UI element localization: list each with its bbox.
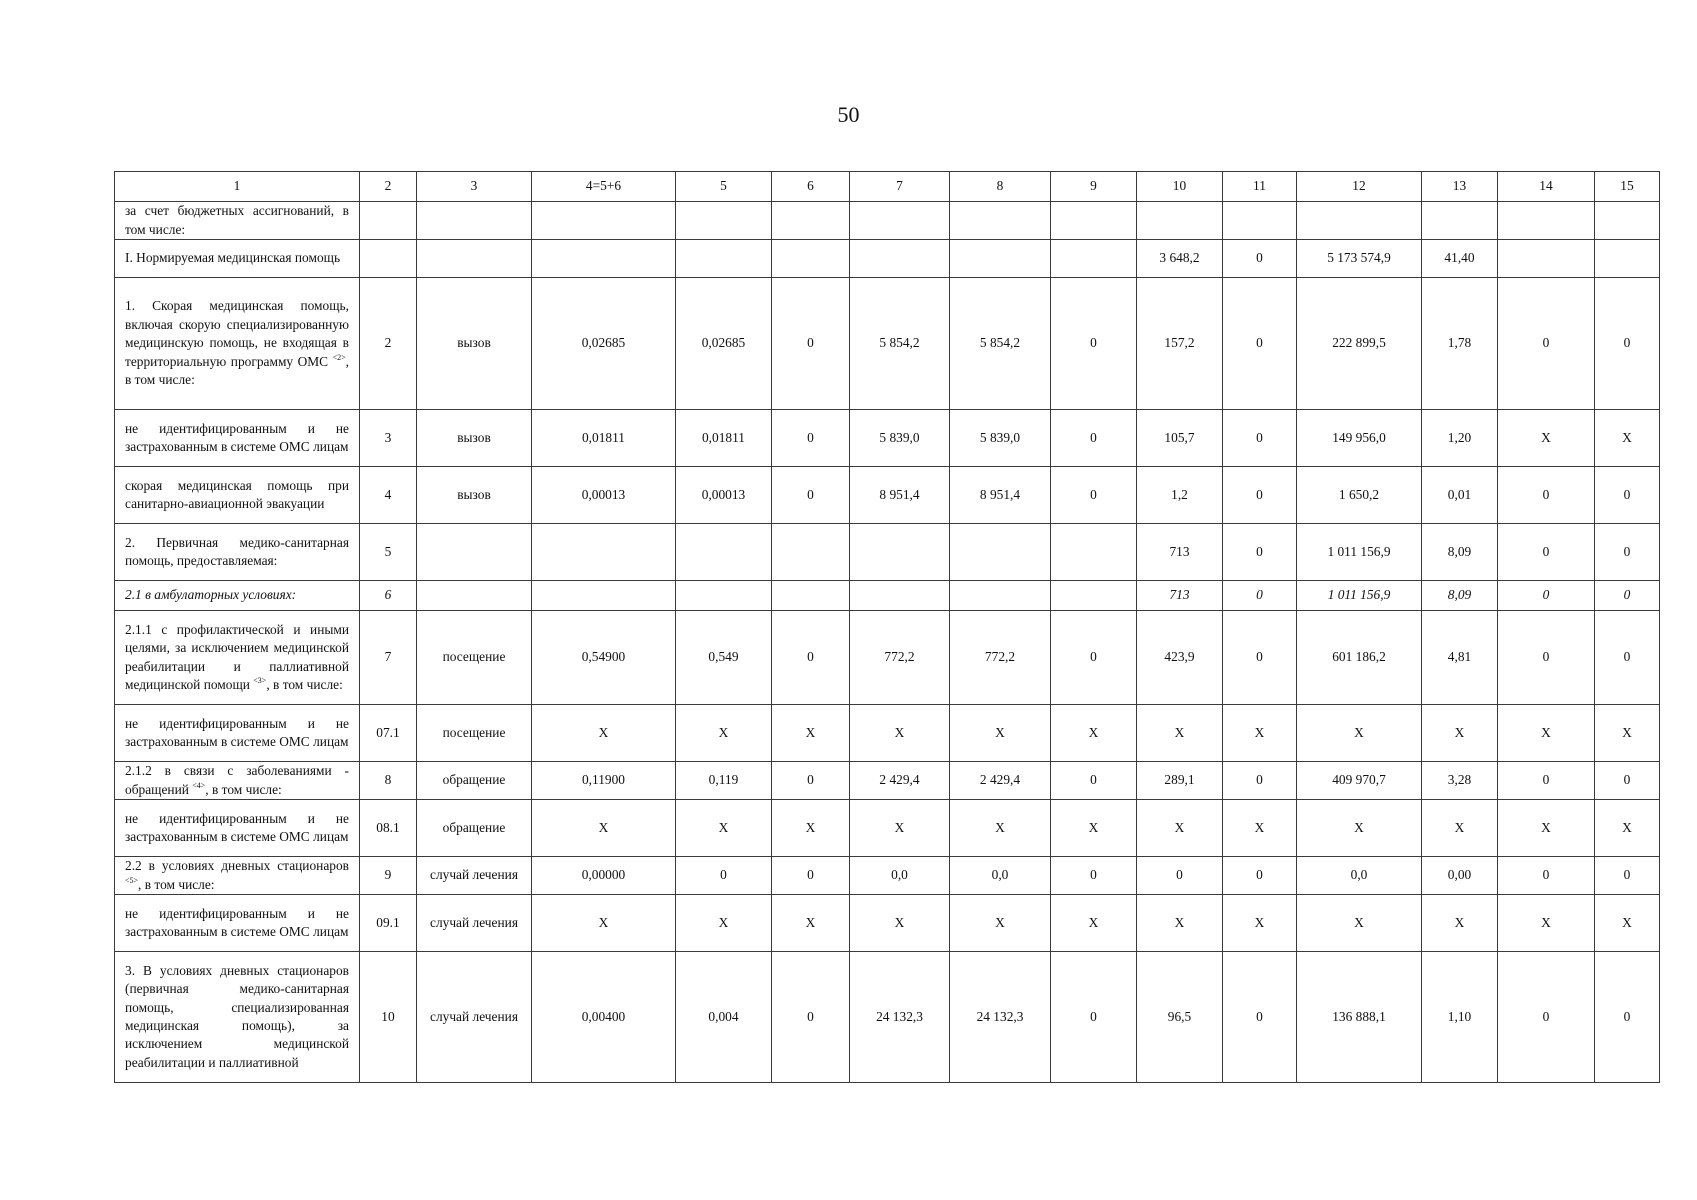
cell-col-12: Х xyxy=(1297,800,1422,857)
cell-col-4: 0,00000 xyxy=(532,857,676,895)
cell-col-15: 0 xyxy=(1595,278,1660,410)
cell-col-13: 4,81 xyxy=(1422,611,1498,705)
row-label-main: 3. В условиях дневных стационаров (первичная медико-санитарная помощь, специализированная медицинская помощь), за исключением медицинской реабилитации и паллиативной xyxy=(125,962,349,1070)
table-row xyxy=(115,524,1660,581)
cell-col-3: посещение xyxy=(417,611,532,705)
row-label-main: 2.1 в амбулаторных условиях: xyxy=(125,587,297,603)
row-label-tail: , в том числе: xyxy=(138,876,215,892)
cell-col-8: 772,2 xyxy=(950,611,1051,705)
cell-col-8 xyxy=(950,240,1051,278)
cell-col-13: 8,09 xyxy=(1422,524,1498,581)
cell-col-13: 1,78 xyxy=(1422,278,1498,410)
table-row xyxy=(115,202,1660,240)
row-label xyxy=(115,581,360,611)
table-row xyxy=(115,705,1660,762)
cell-col-5: 0,119 xyxy=(676,762,772,800)
cell-col-2 xyxy=(360,240,417,278)
row-label xyxy=(115,202,360,240)
cell-col-9: Х xyxy=(1051,895,1137,952)
row-label xyxy=(115,895,360,952)
cell-col-2 xyxy=(360,202,417,240)
cell-col-11: 0 xyxy=(1223,240,1297,278)
cell-col-9: 0 xyxy=(1051,762,1137,800)
row-label-main: за счет бюджетных ассигнований, в том числе: xyxy=(125,203,349,237)
row-label-text xyxy=(125,810,349,847)
cell-col-3: обращение xyxy=(417,800,532,857)
row-label-text xyxy=(125,420,349,457)
cell-col-4: 0,02685 xyxy=(532,278,676,410)
row-label-main: 2.1.2 в связи с заболеваниями - обращений xyxy=(125,763,349,797)
table-row xyxy=(115,611,1660,705)
footnote-ref: <5> xyxy=(125,875,139,885)
cell-col-15: 0 xyxy=(1595,467,1660,524)
cell-col-9: 0 xyxy=(1051,410,1137,467)
row-label-tail: , в том числе: xyxy=(125,353,349,388)
cell-col-11: 0 xyxy=(1223,611,1297,705)
cell-col-15: Х xyxy=(1595,705,1660,762)
row-label-tail: , в том числе: xyxy=(266,676,343,692)
cell-col-6 xyxy=(772,581,850,611)
cell-col-4: 0,01811 xyxy=(532,410,676,467)
cell-col-10: 96,5 xyxy=(1137,952,1223,1083)
cell-col-9: Х xyxy=(1051,705,1137,762)
cell-col-15: 0 xyxy=(1595,952,1660,1083)
column-header-9: 9 xyxy=(1051,172,1137,202)
cell-col-5: 0,02685 xyxy=(676,278,772,410)
column-header-8: 8 xyxy=(950,172,1051,202)
cell-col-10: Х xyxy=(1137,800,1223,857)
cell-col-5: 0,00013 xyxy=(676,467,772,524)
cell-col-6: 0 xyxy=(772,611,850,705)
row-label-tail: , в том числе: xyxy=(205,781,282,797)
cell-col-7: 2 429,4 xyxy=(850,762,950,800)
column-header-15: 15 xyxy=(1595,172,1660,202)
cell-col-7: Х xyxy=(850,800,950,857)
cell-col-13: 3,28 xyxy=(1422,762,1498,800)
row-label-main: не идентифицированным и не застрахованным в системе ОМС лицам xyxy=(125,905,349,939)
row-label-main: не идентифицированным и не застрахованным в системе ОМС лицам xyxy=(125,715,349,749)
row-label xyxy=(115,857,360,895)
cell-col-5: Х xyxy=(676,800,772,857)
cell-col-3: случай лечения xyxy=(417,895,532,952)
table-row xyxy=(115,895,1660,952)
cell-col-2: 9 xyxy=(360,857,417,895)
row-label xyxy=(115,410,360,467)
header-row xyxy=(115,172,1660,202)
cell-col-4: 0,54900 xyxy=(532,611,676,705)
cell-col-7 xyxy=(850,202,950,240)
cell-col-2: 08.1 xyxy=(360,800,417,857)
cell-col-3: вызов xyxy=(417,467,532,524)
row-label-text xyxy=(125,857,349,894)
cell-col-10: 289,1 xyxy=(1137,762,1223,800)
cell-col-3 xyxy=(417,202,532,240)
cell-col-2: 4 xyxy=(360,467,417,524)
cell-col-4: Х xyxy=(532,705,676,762)
column-header-1: 1 xyxy=(115,172,360,202)
cell-col-9: 0 xyxy=(1051,467,1137,524)
cell-col-9: 0 xyxy=(1051,278,1137,410)
cell-col-12: Х xyxy=(1297,705,1422,762)
cell-col-15: Х xyxy=(1595,895,1660,952)
cell-col-13: Х xyxy=(1422,705,1498,762)
cell-col-10 xyxy=(1137,202,1223,240)
cell-col-6: 0 xyxy=(772,952,850,1083)
row-label-text xyxy=(125,762,349,799)
cell-col-8: 8 951,4 xyxy=(950,467,1051,524)
cell-col-3: случай лечения xyxy=(417,952,532,1083)
cell-col-7: 8 951,4 xyxy=(850,467,950,524)
cell-col-7: 0,0 xyxy=(850,857,950,895)
cell-col-4: 0,11900 xyxy=(532,762,676,800)
cell-col-5: Х xyxy=(676,895,772,952)
cell-col-10: 105,7 xyxy=(1137,410,1223,467)
cell-col-11 xyxy=(1223,202,1297,240)
cell-col-13: 8,09 xyxy=(1422,581,1498,611)
cell-col-11: Х xyxy=(1223,895,1297,952)
column-header-7: 7 xyxy=(850,172,950,202)
cell-col-10: 713 xyxy=(1137,524,1223,581)
cell-col-7 xyxy=(850,524,950,581)
row-label-text xyxy=(125,297,349,389)
cell-col-11: 0 xyxy=(1223,278,1297,410)
cell-col-13: Х xyxy=(1422,895,1498,952)
cell-col-5: 0,01811 xyxy=(676,410,772,467)
row-label-main: не идентифицированным и не застрахованным в системе ОМС лицам xyxy=(125,420,349,454)
cell-col-14 xyxy=(1498,202,1595,240)
cell-col-4 xyxy=(532,524,676,581)
cell-col-10: 423,9 xyxy=(1137,611,1223,705)
cell-col-8: Х xyxy=(950,705,1051,762)
cell-col-8 xyxy=(950,581,1051,611)
cell-col-6: 0 xyxy=(772,278,850,410)
row-label-text xyxy=(125,202,349,239)
cell-col-10: 1,2 xyxy=(1137,467,1223,524)
cell-col-12: 5 173 574,9 xyxy=(1297,240,1422,278)
cell-col-11: 0 xyxy=(1223,410,1297,467)
cell-col-12: 136 888,1 xyxy=(1297,952,1422,1083)
row-label xyxy=(115,952,360,1083)
cell-col-15: 0 xyxy=(1595,762,1660,800)
cell-col-8 xyxy=(950,202,1051,240)
cell-col-4 xyxy=(532,581,676,611)
cell-col-6: Х xyxy=(772,895,850,952)
cell-col-15: 0 xyxy=(1595,524,1660,581)
cell-col-13: 1,20 xyxy=(1422,410,1498,467)
cell-col-2: 6 xyxy=(360,581,417,611)
table-body xyxy=(115,202,1660,1083)
cell-col-6: 0 xyxy=(772,857,850,895)
row-label xyxy=(115,800,360,857)
cell-col-11: 0 xyxy=(1223,857,1297,895)
cell-col-10: Х xyxy=(1137,895,1223,952)
page-number: 50 xyxy=(837,102,860,127)
cell-col-14: Х xyxy=(1498,895,1595,952)
cell-col-5 xyxy=(676,524,772,581)
cell-col-6: Х xyxy=(772,800,850,857)
row-label-text xyxy=(125,586,349,604)
cell-col-11: Х xyxy=(1223,705,1297,762)
table-row xyxy=(115,240,1660,278)
cell-col-2: 8 xyxy=(360,762,417,800)
cell-col-7: 5 854,2 xyxy=(850,278,950,410)
cell-col-15 xyxy=(1595,240,1660,278)
cell-col-2: 07.1 xyxy=(360,705,417,762)
cell-col-5: 0,549 xyxy=(676,611,772,705)
cell-col-9: 0 xyxy=(1051,611,1137,705)
row-label-main: 2.1.1 с профилактической и иными целями, за исключением медицинской реабилитации и паллиативной медицинской помощи xyxy=(125,621,349,692)
row-label xyxy=(115,762,360,800)
cell-col-10: 3 648,2 xyxy=(1137,240,1223,278)
cell-col-4: 0,00400 xyxy=(532,952,676,1083)
cell-col-3: обращение xyxy=(417,762,532,800)
cell-col-12: 1 011 156,9 xyxy=(1297,581,1422,611)
footnote-ref: <2> xyxy=(332,352,346,362)
cell-col-6: 0 xyxy=(772,467,850,524)
cell-col-9 xyxy=(1051,524,1137,581)
table-row xyxy=(115,857,1660,895)
cell-col-3 xyxy=(417,581,532,611)
column-header-13: 13 xyxy=(1422,172,1498,202)
column-header-4: 4=5+6 xyxy=(532,172,676,202)
cell-col-14: 0 xyxy=(1498,762,1595,800)
cell-col-11: 0 xyxy=(1223,581,1297,611)
cell-col-2: 10 xyxy=(360,952,417,1083)
cell-col-11: 0 xyxy=(1223,524,1297,581)
cell-col-10: 157,2 xyxy=(1137,278,1223,410)
cell-col-14: 0 xyxy=(1498,952,1595,1083)
cell-col-4 xyxy=(532,240,676,278)
cell-col-14: Х xyxy=(1498,705,1595,762)
table-row xyxy=(115,800,1660,857)
table-row xyxy=(115,762,1660,800)
column-header-11: 11 xyxy=(1223,172,1297,202)
row-label xyxy=(115,467,360,524)
cell-col-14: 0 xyxy=(1498,278,1595,410)
column-header-2: 2 xyxy=(360,172,417,202)
row-label-text xyxy=(125,621,349,695)
table-row xyxy=(115,467,1660,524)
column-header-6: 6 xyxy=(772,172,850,202)
cell-col-5 xyxy=(676,581,772,611)
cell-col-15 xyxy=(1595,202,1660,240)
column-header-10: 10 xyxy=(1137,172,1223,202)
cell-col-13: 1,10 xyxy=(1422,952,1498,1083)
cell-col-14: 0 xyxy=(1498,611,1595,705)
cell-col-14 xyxy=(1498,240,1595,278)
table-row xyxy=(115,581,1660,611)
cell-col-4: 0,00013 xyxy=(532,467,676,524)
cell-col-12: 601 186,2 xyxy=(1297,611,1422,705)
cell-col-12: 149 956,0 xyxy=(1297,410,1422,467)
cell-col-5 xyxy=(676,240,772,278)
row-label-text xyxy=(125,715,349,752)
column-header-5: 5 xyxy=(676,172,772,202)
footnote-ref: <3> xyxy=(253,675,267,685)
cell-col-2: 7 xyxy=(360,611,417,705)
cell-col-6 xyxy=(772,202,850,240)
row-label-text xyxy=(125,249,349,267)
cell-col-8: 5 839,0 xyxy=(950,410,1051,467)
cell-col-2: 09.1 xyxy=(360,895,417,952)
cell-col-7 xyxy=(850,581,950,611)
cell-col-14: 0 xyxy=(1498,857,1595,895)
cell-col-12: 409 970,7 xyxy=(1297,762,1422,800)
cell-col-9: 0 xyxy=(1051,952,1137,1083)
cell-col-14: Х xyxy=(1498,410,1595,467)
cell-col-8: 2 429,4 xyxy=(950,762,1051,800)
cell-col-14: 0 xyxy=(1498,581,1595,611)
cell-col-5 xyxy=(676,202,772,240)
cell-col-4: Х xyxy=(532,800,676,857)
cell-col-15: 0 xyxy=(1595,857,1660,895)
cell-col-11: 0 xyxy=(1223,467,1297,524)
row-label-main: 2.2 в условиях дневных стационаров xyxy=(125,858,349,874)
cell-col-8: Х xyxy=(950,895,1051,952)
cell-col-6: Х xyxy=(772,705,850,762)
cell-col-8: 0,0 xyxy=(950,857,1051,895)
cell-col-7: Х xyxy=(850,705,950,762)
cell-col-13: 0,00 xyxy=(1422,857,1498,895)
cell-col-12: 222 899,5 xyxy=(1297,278,1422,410)
cell-col-7: 772,2 xyxy=(850,611,950,705)
cell-col-10: 713 xyxy=(1137,581,1223,611)
table-row xyxy=(115,410,1660,467)
row-label-main: 1. Скорая медицинская помощь, включая скорую специализированную медицинскую помощь, не входящая в территориальную программу ОМС xyxy=(125,298,349,369)
cell-col-9 xyxy=(1051,202,1137,240)
cell-col-15: Х xyxy=(1595,800,1660,857)
cell-col-2: 2 xyxy=(360,278,417,410)
cell-col-5: 0,004 xyxy=(676,952,772,1083)
cell-col-8: 5 854,2 xyxy=(950,278,1051,410)
cell-col-3 xyxy=(417,524,532,581)
cell-col-14: 0 xyxy=(1498,467,1595,524)
cell-col-7: Х xyxy=(850,895,950,952)
row-label-main: скорая медицинская помощь при санитарно-авиационной эвакуации xyxy=(125,477,349,511)
cell-col-3: вызов xyxy=(417,278,532,410)
cell-col-9: Х xyxy=(1051,800,1137,857)
cell-col-15: 0 xyxy=(1595,581,1660,611)
cell-col-13: Х xyxy=(1422,800,1498,857)
cell-col-8: 24 132,3 xyxy=(950,952,1051,1083)
row-label xyxy=(115,524,360,581)
cell-col-11: Х xyxy=(1223,800,1297,857)
cell-col-8: Х xyxy=(950,800,1051,857)
row-label xyxy=(115,611,360,705)
cell-col-6: 0 xyxy=(772,410,850,467)
row-label-main: 2. Первичная медико-санитарная помощь, предоставляемая: xyxy=(125,534,349,568)
column-header-12: 12 xyxy=(1297,172,1422,202)
cell-col-9 xyxy=(1051,240,1137,278)
cell-col-6 xyxy=(772,240,850,278)
cell-col-14: Х xyxy=(1498,800,1595,857)
cell-col-11: 0 xyxy=(1223,952,1297,1083)
cell-col-6: 0 xyxy=(772,762,850,800)
cell-col-12 xyxy=(1297,202,1422,240)
cell-col-4: Х xyxy=(532,895,676,952)
row-label-text xyxy=(125,905,349,942)
cell-col-7 xyxy=(850,240,950,278)
row-label-main: не идентифицированным и не застрахованным в системе ОМС лицам xyxy=(125,810,349,844)
cell-col-5: Х xyxy=(676,705,772,762)
cell-col-13: 41,40 xyxy=(1422,240,1498,278)
row-label-text xyxy=(125,534,349,571)
cell-col-13 xyxy=(1422,202,1498,240)
column-header-3: 3 xyxy=(417,172,532,202)
cell-col-12: 1 011 156,9 xyxy=(1297,524,1422,581)
cell-col-10: Х xyxy=(1137,705,1223,762)
cell-col-2: 3 xyxy=(360,410,417,467)
cell-col-14: 0 xyxy=(1498,524,1595,581)
table-row xyxy=(115,952,1660,1083)
cell-col-15: Х xyxy=(1595,410,1660,467)
budget-table xyxy=(114,171,1660,1083)
cell-col-12: Х xyxy=(1297,895,1422,952)
row-label-text xyxy=(125,477,349,514)
cell-col-11: 0 xyxy=(1223,762,1297,800)
cell-col-7: 24 132,3 xyxy=(850,952,950,1083)
footnote-ref: <4> xyxy=(192,780,206,790)
cell-col-2: 5 xyxy=(360,524,417,581)
cell-col-15: 0 xyxy=(1595,611,1660,705)
cell-col-5: 0 xyxy=(676,857,772,895)
column-header-14: 14 xyxy=(1498,172,1595,202)
cell-col-7: 5 839,0 xyxy=(850,410,950,467)
cell-col-9 xyxy=(1051,581,1137,611)
cell-col-3: посещение xyxy=(417,705,532,762)
cell-col-9: 0 xyxy=(1051,857,1137,895)
cell-col-3 xyxy=(417,240,532,278)
row-label xyxy=(115,705,360,762)
row-label-main: I. Нормируемая медицинская помощь xyxy=(125,250,341,266)
cell-col-4 xyxy=(532,202,676,240)
row-label-text xyxy=(125,962,349,1072)
cell-col-12: 1 650,2 xyxy=(1297,467,1422,524)
cell-col-3: случай лечения xyxy=(417,857,532,895)
cell-col-3: вызов xyxy=(417,410,532,467)
cell-col-10: 0 xyxy=(1137,857,1223,895)
cell-col-8 xyxy=(950,524,1051,581)
row-label xyxy=(115,240,360,278)
cell-col-12: 0,0 xyxy=(1297,857,1422,895)
table-row xyxy=(115,278,1660,410)
cell-col-6 xyxy=(772,524,850,581)
row-label xyxy=(115,278,360,410)
cell-col-13: 0,01 xyxy=(1422,467,1498,524)
